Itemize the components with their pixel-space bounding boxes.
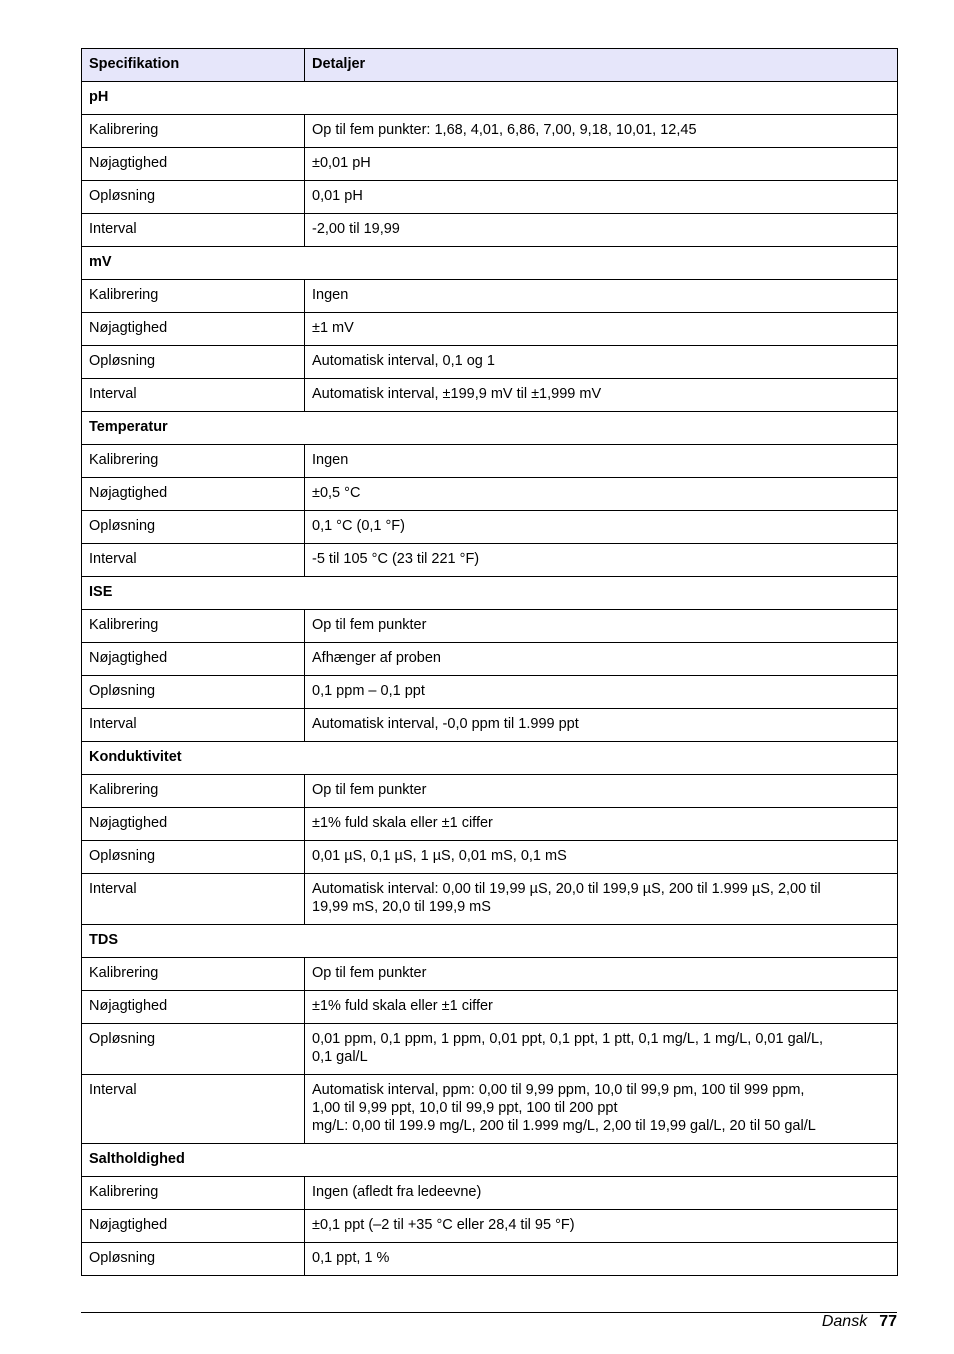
section-row: [82, 742, 898, 775]
spec-value: [305, 958, 898, 991]
spec-value: [305, 148, 898, 181]
section-title: Saltholdighed: [82, 1144, 898, 1177]
spec-label: Nøjagtighed: [82, 1210, 305, 1243]
spec-value: [305, 841, 898, 874]
table-row: [82, 808, 898, 841]
spec-label: Opløsning: [82, 676, 305, 709]
spec-value: [305, 511, 898, 544]
spec-label: Interval: [82, 214, 305, 247]
section-row: [82, 412, 898, 445]
spec-value-line: Automatisk interval, -0,0 ppm til 1.999 ppt: [312, 716, 579, 732]
section-title: Temperatur: [82, 412, 898, 445]
spec-value: [305, 874, 898, 925]
table-row: [82, 445, 898, 478]
spec-value-line: mg/L: 0,00 til 199.9 mg/L, 200 til 1.999 mg/L, 2,00 til 19,99 gal/L, 20 til 50 gal/L: [312, 1118, 816, 1134]
section-row: [82, 247, 898, 280]
spec-label: Interval: [82, 709, 305, 742]
spec-value: [305, 1024, 898, 1075]
spec-value-line: 0,1 ppt, 1 %: [312, 1250, 390, 1266]
spec-label: Kalibrering: [82, 1177, 305, 1210]
spec-value: [305, 643, 898, 676]
footer-language: Dansk: [821, 1313, 868, 1330]
spec-value-line: Op til fem punkter: [312, 782, 427, 798]
spec-label: Interval: [82, 544, 305, 577]
spec-label: Interval: [82, 1075, 305, 1144]
spec-label: Opløsning: [82, 1024, 305, 1075]
spec-label: Nøjagtighed: [82, 991, 305, 1024]
spec-value: [305, 808, 898, 841]
spec-value-line: 0,01 pH: [312, 188, 363, 204]
spec-label: Kalibrering: [82, 445, 305, 478]
table-body: [82, 82, 898, 1276]
spec-label: Opløsning: [82, 346, 305, 379]
table-row: [82, 1075, 898, 1144]
table-row: [82, 709, 898, 742]
spec-label: Nøjagtighed: [82, 148, 305, 181]
spec-value-line: Automatisk interval: 0,00 til 19,99 µS, 20,0 til 199,9 µS, 200 til 1.999 µS, 2,00 til: [312, 881, 821, 897]
spec-value: [305, 991, 898, 1024]
table-row: [82, 1210, 898, 1243]
spec-value: [305, 610, 898, 643]
spec-value: [305, 181, 898, 214]
spec-value: [305, 676, 898, 709]
table-row: [82, 991, 898, 1024]
spec-value-line: 0,1 ppm – 0,1 ppt: [312, 683, 425, 699]
section-title: Konduktivitet: [82, 742, 898, 775]
spec-value-line: Automatisk interval, ±199,9 mV til ±1,999 mV: [312, 386, 602, 402]
spec-value: [305, 346, 898, 379]
spec-label: Opløsning: [82, 841, 305, 874]
footer-divider: [81, 1312, 897, 1313]
spec-value: [305, 544, 898, 577]
spec-value: [305, 313, 898, 346]
spec-value: [305, 445, 898, 478]
spec-value-line: -2,00 til 19,99: [312, 221, 400, 237]
spec-value-line: Ingen: [312, 287, 349, 303]
spec-label: Kalibrering: [82, 775, 305, 808]
spec-label: Nøjagtighed: [82, 808, 305, 841]
table-row: [82, 181, 898, 214]
table-row: [82, 958, 898, 991]
spec-value-line: 0,01 ppm, 0,1 ppm, 1 ppm, 0,01 ppt, 0,1 ppt, 1 ptt, 0,1 mg/L, 1 mg/L, 0,01 gal/L,: [312, 1031, 824, 1047]
spec-label: Opløsning: [82, 181, 305, 214]
spec-value-line: ±0,1 ppt (–2 til +35 °C eller 28,4 til 95 °F): [312, 1217, 575, 1233]
table-row: [82, 1024, 898, 1075]
spec-value-line: ±1% fuld skala eller ±1 ciffer: [312, 998, 493, 1014]
spec-label: Nøjagtighed: [82, 313, 305, 346]
spec-value: [305, 478, 898, 511]
spec-value: [305, 280, 898, 313]
column-header-details: Detaljer: [305, 49, 898, 82]
spec-value-line: Ingen (afledt fra ledeevne): [312, 1184, 482, 1200]
spec-label: Kalibrering: [82, 115, 305, 148]
spec-value-line: Op til fem punkter: [312, 965, 427, 981]
spec-value-line: Op til fem punkter: [312, 617, 427, 633]
table-row: [82, 313, 898, 346]
spec-value-line: Automatisk interval, 0,1 og 1: [312, 353, 495, 369]
table-row: [82, 610, 898, 643]
table-row: [82, 346, 898, 379]
section-row: [82, 1144, 898, 1177]
spec-value-line: 0,01 µS, 0,1 µS, 1 µS, 0,01 mS, 0,1 mS: [312, 848, 567, 864]
spec-value: [305, 709, 898, 742]
spec-value-line: ±0,5 °C: [312, 485, 361, 501]
spec-value-line: ±0,01 pH: [312, 155, 371, 171]
table-row: [82, 115, 898, 148]
table-row: [82, 1243, 898, 1276]
spec-value: [305, 1243, 898, 1276]
table-row: [82, 214, 898, 247]
spec-value-line: Ingen: [312, 452, 349, 468]
section-title: ISE: [82, 577, 898, 610]
spec-value-line: Afhænger af proben: [312, 650, 441, 666]
spec-value: [305, 214, 898, 247]
spec-value: [305, 1210, 898, 1243]
spec-value: [305, 1075, 898, 1144]
table-row: [82, 643, 898, 676]
spec-label: Nøjagtighed: [82, 643, 305, 676]
spec-value: [305, 1177, 898, 1210]
table-row: [82, 874, 898, 925]
table-header-row: [82, 49, 898, 82]
spec-value-line: Op til fem punkter: 1,68, 4,01, 6,86, 7,00, 9,18, 10,01, 12,45: [312, 122, 697, 138]
spec-value: [305, 775, 898, 808]
spec-label: Kalibrering: [82, 610, 305, 643]
table-row: [82, 841, 898, 874]
section-row: [82, 925, 898, 958]
table-row: [82, 544, 898, 577]
table-row: [82, 379, 898, 412]
specifications-table: [81, 48, 898, 1276]
table-row: [82, 478, 898, 511]
section-title: pH: [82, 82, 898, 115]
table-row: [82, 511, 898, 544]
spec-value-line: -5 til 105 °C (23 til 221 °F): [312, 551, 480, 567]
table-row: [82, 1177, 898, 1210]
section-title: mV: [82, 247, 898, 280]
table-row: [82, 148, 898, 181]
spec-value: [305, 115, 898, 148]
spec-value-line: ±1% fuld skala eller ±1 ciffer: [312, 815, 493, 831]
spec-label: Interval: [82, 874, 305, 925]
spec-label: Nøjagtighed: [82, 478, 305, 511]
spec-value-line: 19,99 mS, 20,0 til 199,9 mS: [312, 899, 491, 915]
spec-label: Kalibrering: [82, 958, 305, 991]
table-row: [82, 676, 898, 709]
table-row: [82, 280, 898, 313]
page-number: 77: [879, 1313, 897, 1330]
spec-value-line: 1,00 til 9,99 ppt, 10,0 til 99,9 ppt, 100 til 200 ppt: [312, 1100, 618, 1116]
spec-value-line: Automatisk interval, ppm: 0,00 til 9,99 ppm, 10,0 til 99,9 pm, 100 til 999 ppm,: [312, 1082, 805, 1098]
spec-label: Kalibrering: [82, 280, 305, 313]
spec-value-line: ±1 mV: [312, 320, 354, 336]
section-title: TDS: [82, 925, 898, 958]
spec-label: Opløsning: [82, 1243, 305, 1276]
spec-value-line: 0,1 °C (0,1 °F): [312, 518, 405, 534]
column-header-specification: Specifikation: [82, 49, 305, 82]
spec-value-line: 0,1 gal/L: [312, 1049, 368, 1065]
spec-label: Opløsning: [82, 511, 305, 544]
spec-label: Interval: [82, 379, 305, 412]
section-row: [82, 82, 898, 115]
section-row: [82, 577, 898, 610]
table-row: [82, 775, 898, 808]
page-footer: [822, 1312, 897, 1332]
spec-value: [305, 379, 898, 412]
